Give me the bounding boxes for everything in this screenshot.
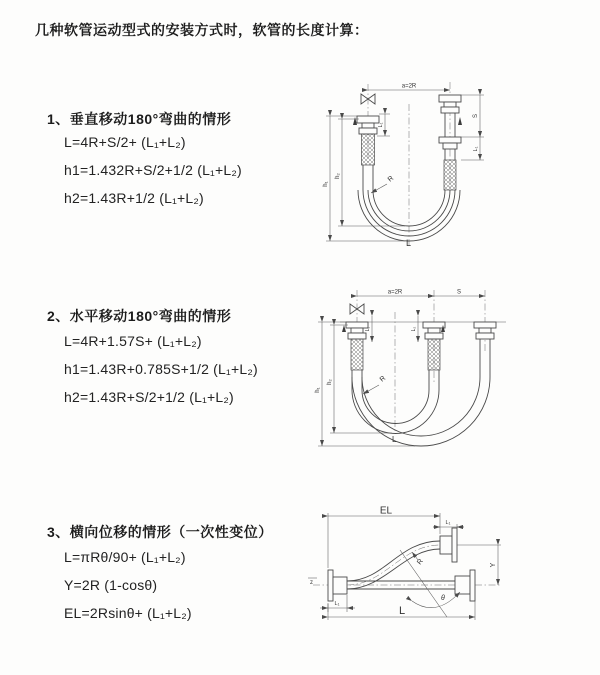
section-2-formula-L: L=4R+1.57S+ (L₁+L₂) xyxy=(64,333,202,349)
angle-arc xyxy=(412,592,460,608)
dim-label-l1: L₁ xyxy=(365,326,371,332)
left-braid xyxy=(351,339,363,370)
hose-upper-wall xyxy=(347,541,440,581)
flow-arrow-left-icon xyxy=(353,117,357,125)
axis-mark-label: z xyxy=(310,580,313,586)
left-flange-plate xyxy=(328,570,333,601)
dim-label-length: L xyxy=(392,435,397,444)
diagram-vertical-180-bend xyxy=(310,72,600,257)
hose-inner-wall-shifted xyxy=(362,347,480,436)
dim-label-length: L xyxy=(406,238,412,248)
left-braid xyxy=(362,134,375,165)
section-2-formula-h2: h2=1.43R+S/2+1/2 (L₁+L₂) xyxy=(64,389,234,405)
ext-lines-el xyxy=(328,513,440,568)
angle-label: θ xyxy=(441,595,445,602)
section-2-heading: 2、水平移动180°弯曲的情形 xyxy=(47,308,232,324)
dim-label-l2: L₂ xyxy=(411,326,417,332)
dim-label-l1-top: L₁ xyxy=(445,520,451,526)
left-collar xyxy=(359,128,377,134)
section-3-formula-EL: EL=2Rsinθ+ (L₁+L₂) xyxy=(64,605,192,621)
dim-label-h2: h₂ xyxy=(327,379,333,385)
hose-outer-wall xyxy=(352,370,439,434)
dim-label-el: EL xyxy=(379,505,393,517)
section-3-heading: 3、横向位移的情形（一次性变位） xyxy=(47,524,273,540)
dim-label-y: Y xyxy=(490,562,497,568)
hose-inner-wall-shifted xyxy=(368,190,450,231)
flow-arrow-left-icon xyxy=(342,325,346,332)
dim-label-h1: h₁ xyxy=(323,181,329,187)
right-flange-top xyxy=(439,95,461,102)
right-braid xyxy=(444,160,456,190)
left-flange-hub xyxy=(333,577,347,594)
dim-label-radius: R xyxy=(378,374,388,384)
section-1-formula-L: L=4R+S/2+ (L₁+L₂) xyxy=(64,134,186,150)
dim-label-l1-right: L₁ xyxy=(473,146,479,152)
dim-label-l1-left: L₁ xyxy=(334,601,340,607)
section-1-formula-h2: h2=1.43R+1/2 (L₁+L₂) xyxy=(64,190,204,206)
dim-label-h2: h₂ xyxy=(335,173,341,179)
flow-arrow-right-icon xyxy=(458,117,462,125)
dim-label-s: S xyxy=(456,289,462,296)
radius-leader xyxy=(363,385,379,394)
diagram-horizontal-180-bend xyxy=(310,282,600,460)
hose-outer-wall-shifted xyxy=(352,347,490,446)
dim-label-l1-left: L₁ xyxy=(378,122,384,128)
hose-inner-wall xyxy=(362,370,429,423)
right-nut-top xyxy=(444,102,456,107)
top-flange-hub xyxy=(440,536,452,554)
section-2-formula-h1: h1=1.43R+0.785S+1/2 (L₁+L₂) xyxy=(64,361,258,377)
section-3-formula-Y: Y=2R (1-cosθ) xyxy=(64,577,158,593)
dim-label-a2r: a=2R xyxy=(387,289,403,296)
dim-label-length: L xyxy=(398,605,406,617)
left-flange xyxy=(357,116,379,123)
section-1-formula-h1: h1=1.432R+S/2+1/2 (L₁+L₂) xyxy=(64,162,242,178)
diagram-lateral-displacement xyxy=(300,500,600,650)
section-3-formula-L: L=πRθ/90+ (L₁+L₂) xyxy=(64,549,186,565)
right-nut-mid xyxy=(443,143,457,149)
page-title: 几种软管运动型式的安装方式时，软管的长度计算： xyxy=(35,22,369,38)
dim-label-s: S xyxy=(473,113,479,119)
right-flange-mid xyxy=(439,137,461,143)
left-nut xyxy=(362,123,374,128)
radius-leader xyxy=(412,552,418,560)
middle-braid xyxy=(428,339,440,370)
right-collar-top xyxy=(441,107,459,113)
right-fitting xyxy=(474,322,496,339)
right-flange-plate xyxy=(470,570,475,601)
dim-label-h1: h₁ xyxy=(315,387,321,393)
right-flange-hub xyxy=(455,576,470,594)
dim-label-a2r: a=2R xyxy=(401,83,417,90)
dim-label-radius: R xyxy=(386,174,396,184)
section-1-heading: 1、垂直移动180°弯曲的情形 xyxy=(47,111,232,127)
top-flange-plate xyxy=(452,528,457,562)
dim-label-radius: R xyxy=(416,557,425,567)
